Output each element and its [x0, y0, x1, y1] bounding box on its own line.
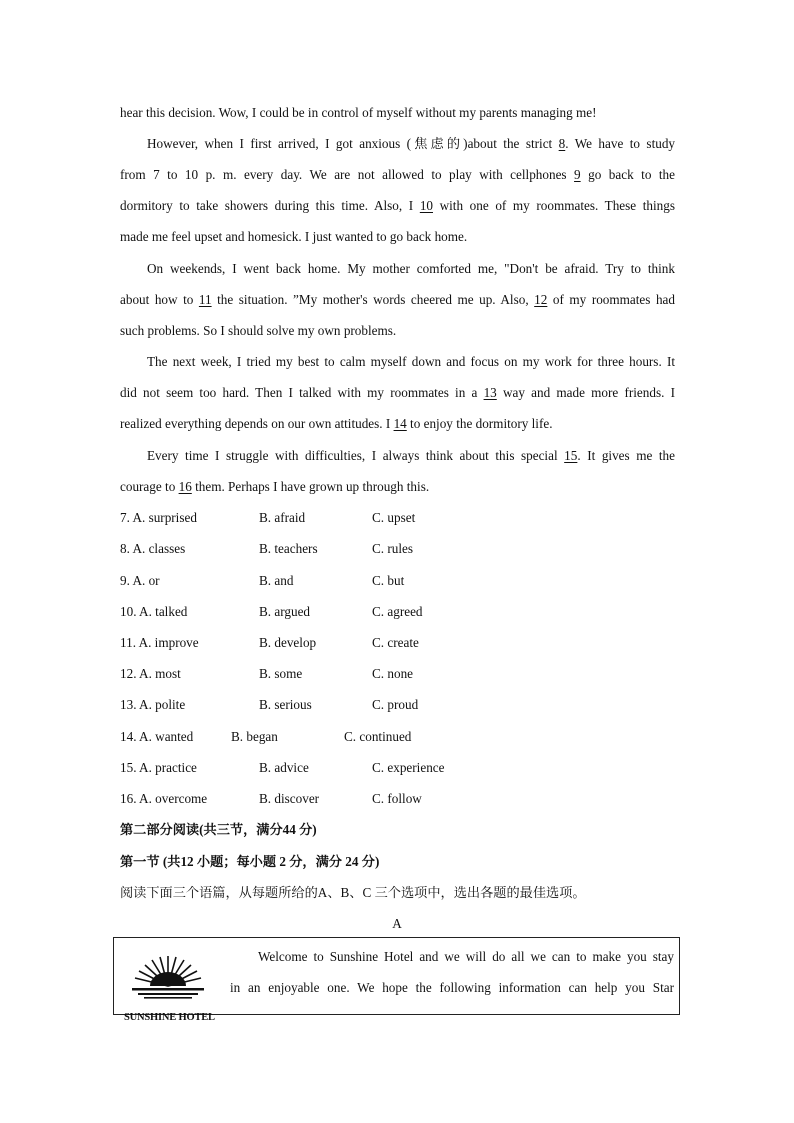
option-a: 12. A. most [120, 666, 181, 681]
option-a: 9. A. or [120, 573, 160, 588]
option-c: C. but [372, 573, 405, 588]
option-c: C. none [372, 666, 414, 681]
option-b: B. teachers [259, 541, 318, 556]
hotel-logo [120, 950, 216, 1023]
option-a: 11. A. improve [120, 635, 199, 650]
hotel-text-line: in an enjoyable one. We hope the following information can help you Star [230, 980, 674, 995]
option-b: B. began [231, 729, 278, 744]
part-title: 第二部分阅读(共三节，满分44 分) [120, 822, 317, 837]
option-c: C. follow [372, 791, 422, 806]
text: realized everything depends on our own attitudes. I [120, 416, 394, 431]
sunrise-icon [120, 950, 216, 1002]
option-b: B. advice [259, 760, 309, 775]
passage-line [120, 104, 675, 122]
option-c: C. proud [372, 697, 419, 712]
text: about how to [120, 292, 199, 307]
passage-line [120, 228, 675, 246]
option-c: C. continued [344, 729, 412, 744]
text: courage to [120, 479, 179, 494]
option-a: 16. A. overcome [120, 791, 208, 806]
option-c: C. create [372, 635, 419, 650]
passage-line [120, 322, 675, 340]
text: . It gives me the [577, 448, 675, 463]
passage-line [147, 135, 675, 153]
text: On weekends, I went back home. My mother comforted me, "Don't be afraid. Try to think [147, 261, 675, 276]
passage-line [147, 353, 675, 371]
passage-line [120, 384, 675, 402]
text: dormitory to take showers during this time. Also, I [120, 198, 420, 213]
passage-line [120, 415, 675, 433]
passage-line [120, 197, 675, 215]
text: Every time I struggle with difficulties, I always think about this special [147, 448, 565, 463]
blank-number: 10 [419, 198, 433, 213]
option-b: B. discover [259, 791, 320, 806]
option-c: C. experience [372, 760, 445, 775]
option-a: 8. A. classes [120, 541, 186, 556]
option-a: 7. A. surprised [120, 510, 197, 525]
text: did not seem too hard. Then I talked with my roommates in a [120, 385, 484, 400]
blank-number: 12 [534, 292, 548, 307]
option-a: 15. A. practice [120, 760, 197, 775]
passage-line [120, 291, 675, 309]
option-c: C. rules [372, 541, 414, 556]
option-b: B. and [259, 573, 294, 588]
passage-line [120, 166, 675, 184]
text: The next week, I tried my best to calm myself down and focus on my work for three hours. It [147, 354, 675, 369]
section-subtitle: 第一节 (共12 小题；每小题 2 分，满分 24 分) [120, 854, 380, 869]
text: such problems. So I should solve my own problems. [120, 323, 397, 338]
blank-number: 14 [393, 416, 407, 431]
option-b: B. afraid [259, 510, 306, 525]
option-b: B. develop [259, 635, 317, 650]
text: way and made more friends. I [496, 385, 675, 400]
option-b: B. serious [259, 697, 312, 712]
option-a: 14. A. wanted [120, 729, 194, 744]
option-a: 10. A. talked [120, 604, 188, 619]
passage-label: A [392, 916, 402, 931]
blank-number: 16 [178, 479, 192, 494]
blank-number: 15 [564, 448, 578, 463]
passage-line [147, 260, 675, 278]
text: . We have to study [565, 136, 676, 151]
blank-number: 9 [574, 167, 581, 182]
hotel-logo-text: SUNSHINE HOTEL [124, 1012, 215, 1023]
blank-number: 11 [198, 292, 212, 307]
text: go back to the [580, 167, 676, 182]
blank-number: 8 [558, 136, 566, 151]
text: of my roommates had [547, 292, 675, 307]
text: with one of my roommates. These things [433, 198, 675, 213]
text: the situation. ”My mother's words cheered me up. Also, [211, 292, 535, 307]
blank-number: 13 [483, 385, 497, 400]
hotel-text-line: Welcome to Sunshine Hotel and we will do all we can to make you stay [258, 949, 674, 964]
passage-line [147, 447, 675, 465]
text: However, when I first arrived, I got anxious (焦虑的)about the strict [147, 136, 559, 151]
option-a: 13. A. polite [120, 697, 186, 712]
instruction-text: 阅读下面三个语篇，从每题所给的A、B、C 三个选项中，选出各题的最佳选项。 [120, 885, 586, 900]
option-b: B. argued [259, 604, 311, 619]
text: to enjoy the dormitory life. [406, 416, 553, 431]
option-b: B. some [259, 666, 303, 681]
text: made me feel upset and homesick. I just wanted to go back home. [120, 229, 468, 244]
hotel-ad-box [113, 937, 680, 1023]
option-c: C. agreed [372, 604, 423, 619]
text: hear this decision. Wow, I could be in control of myself without my parents managing me! [120, 105, 597, 120]
text: them. Perhaps I have grown up through this. [191, 479, 430, 494]
passage-line [120, 478, 675, 496]
text: from 7 to 10 p. m. every day. We are not allowed to play with cellphones [120, 167, 575, 182]
option-c: C. upset [372, 510, 416, 525]
